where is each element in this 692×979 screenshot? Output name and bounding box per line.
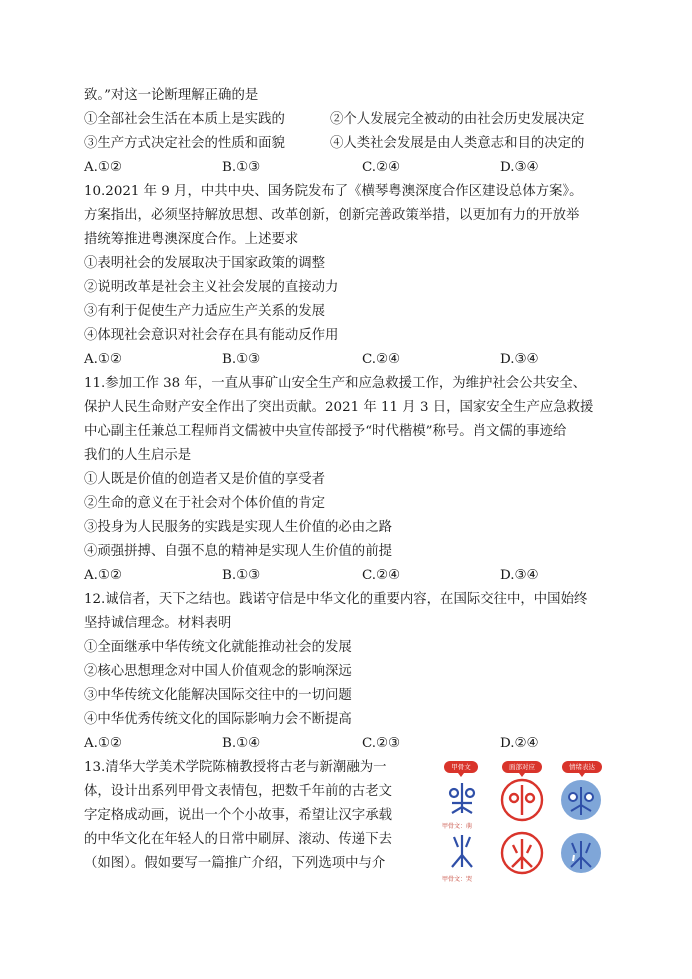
q9-option-d: D.③④: [500, 160, 539, 175]
q12-stem-1: 12.诚信者，天下之结也。践诺守信是中华文化的重要内容，在国际交往中，中国始终: [84, 592, 588, 607]
q11-statement-2: ②生命的意义在于社会对个体价值的肯定: [84, 496, 326, 511]
q12-option-c: C.②③: [362, 736, 401, 751]
q10-option-d: D.③④: [500, 352, 539, 367]
q13-stem-3: 字定格成动画，说出一个个小故事，希望让汉字承载: [84, 808, 392, 823]
q12-option-d: D.②④: [500, 736, 539, 751]
q11-stem-3: 中心副主任兼总工程师肖文儒被中央宣传部授予“时代楷模”称号。肖文儒的事迹给: [84, 424, 567, 439]
q10-statement-4: ④体现社会意识对社会存在具有能动反作用: [84, 328, 339, 343]
q11-option-b: B.①③: [222, 568, 261, 583]
q13-stem-4: 的中华文化在年轻人的日常中刷屏、滚动、传递下去: [84, 832, 392, 847]
q11-stem-4: 我们的人生启示是: [84, 448, 192, 463]
q12-statement-1: ①全面继承中华传统文化就能推动社会的发展: [84, 640, 352, 655]
emoji-meng: [561, 780, 601, 820]
tag-emotion: 情绪表达: [562, 761, 602, 773]
q12-option-a: A.①②: [84, 736, 122, 751]
tag-oracle: 甲骨文: [444, 761, 478, 773]
q12-option-b: B.①④: [222, 736, 261, 751]
q12-stem-2: 坚持诚信理念。材料表明: [84, 616, 232, 631]
face-meng: [502, 780, 542, 820]
q11-stem-2: 保护人民生命财产安全作出了突出贡献。2021 年 11 月 3 日，国家安全生产应急救援: [84, 400, 594, 415]
q10-stem-3: 措统筹推进粤澳深度合作。上述要求: [84, 232, 299, 247]
q9-option-b: B.①③: [222, 160, 261, 175]
q13-stem-1: 13.清华大学美术学院陈楠教授将古老与新潮融为一: [84, 760, 387, 775]
caption-ku: 甲骨文：哭: [442, 876, 473, 883]
q9-statement-2: ②个人发展完全被动的由社会历史发展决定: [330, 112, 585, 127]
oracle-glyph-meng: [450, 783, 474, 813]
q11-statement-3: ③投身为人民服务的实践是实现人生价值的必由之路: [84, 520, 392, 535]
emoji-ku: [561, 833, 601, 873]
caption-meng: 甲骨文：萌: [442, 823, 473, 830]
q11-stem-1: 11.参加工作 38 年，一直从事矿山安全生产和应急救援工作，为维护社会公共安全、: [84, 376, 587, 391]
q9-statement-3: ③生产方式决定社会的性质和面貌: [84, 136, 285, 151]
q12-statement-3: ③中华传统文化能解决国际交往中的一切问题: [84, 688, 352, 703]
q11-statement-4: ④顽强拼搏、自强不息的精神是实现人生价值的前提: [84, 544, 392, 559]
q12-statement-2: ②核心思想理念对中国人价值观念的影响深远: [84, 664, 352, 679]
oracle-emoji-figure: [434, 755, 618, 885]
q10-statement-2: ②说明改革是社会主义社会发展的直接动力: [84, 280, 339, 295]
oracle-glyph-ku: [452, 835, 472, 867]
q10-statement-3: ③有利于促使生产力适应生产关系的发展: [84, 304, 326, 319]
q11-option-c: C.②④: [362, 568, 401, 583]
q10-option-b: B.①③: [222, 352, 261, 367]
q11-statement-1: ①人既是价值的创造者又是价值的享受者: [84, 472, 326, 487]
q10-stem-2: 方案指出，必须坚持解放思想、改革创新，创新完善政策举措，以更加有力的开放举: [84, 208, 580, 223]
q9-option-c: C.②④: [362, 160, 401, 175]
q10-option-a: A.①②: [84, 352, 122, 367]
q10-statement-1: ①表明社会的发展取决于国家政策的调整: [84, 256, 326, 271]
q12-statement-4: ④中华优秀传统文化的国际影响力会不断提高: [84, 712, 352, 727]
q9-option-a: A.①②: [84, 160, 122, 175]
q13-stem-5: （如图）。假如要写一篇推广介绍，下列选项中与介: [84, 856, 386, 871]
q10-option-c: C.②④: [362, 352, 401, 367]
q11-option-d: D.③④: [500, 568, 539, 583]
q9-statement-1: ①全部社会生活在本质上是实践的: [84, 112, 285, 127]
q9-statement-4: ④人类社会发展是由人类意志和目的决定的: [330, 136, 585, 151]
tag-face-mapping: 面部对应: [502, 761, 542, 773]
face-ku: [502, 833, 542, 873]
q13-stem-2: 体，设计出系列甲骨文表情包，把数千年前的古老文: [84, 784, 392, 799]
emoji-drawings: [434, 755, 618, 885]
q10-stem-1: 10.2021 年 9 月，中共中央、国务院发布了《横琴粤澳深度合作区建设总体方案》。: [84, 184, 583, 199]
q9-stem-end: 致。”对这一论断理解正确的是: [84, 88, 259, 103]
q11-option-a: A.①②: [84, 568, 122, 583]
